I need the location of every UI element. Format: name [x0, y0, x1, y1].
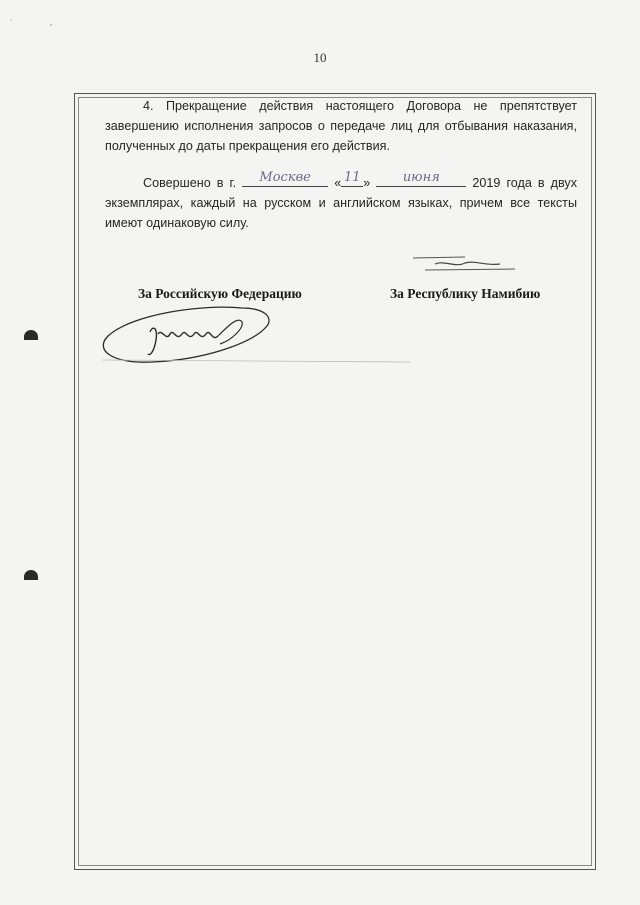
russia-signature [92, 296, 412, 370]
punch-hole-top [24, 330, 38, 340]
namibia-signature [405, 252, 525, 278]
done-year-text: 2019 года в двух экземплярах, каждый на русском и английском языках, причем все тексты имеют одинаковую силу. [105, 176, 578, 230]
punch-hole-bottom [24, 570, 38, 580]
scan-mark-left: ` [10, 18, 13, 27]
quote-close: » [363, 176, 371, 190]
city-blank [242, 172, 328, 187]
day-handwritten: 11 [343, 170, 361, 185]
day-blank [341, 172, 363, 187]
scan-mark-left-2: , [50, 18, 52, 27]
russia-signature-label: За Российскую Федерацию [138, 286, 302, 301]
done-paragraph [105, 172, 577, 233]
city-handwritten: Москве [259, 170, 311, 185]
clause-4-text: 4. Прекращение действия настоящего Договора не препятствует завершению исполнения запросов о передаче лиц для отбывания наказания, полученных до даты прекращения его действия. [105, 99, 577, 153]
namibia-signature-label: За Республику Намибию [390, 286, 541, 301]
page-number: 10 [313, 50, 327, 65]
quote-open: « [334, 176, 342, 190]
clause-4-paragraph [105, 96, 577, 156]
done-intro: Совершено в г. [143, 176, 237, 190]
month-handwritten: июня [402, 170, 440, 185]
month-blank [376, 172, 466, 187]
